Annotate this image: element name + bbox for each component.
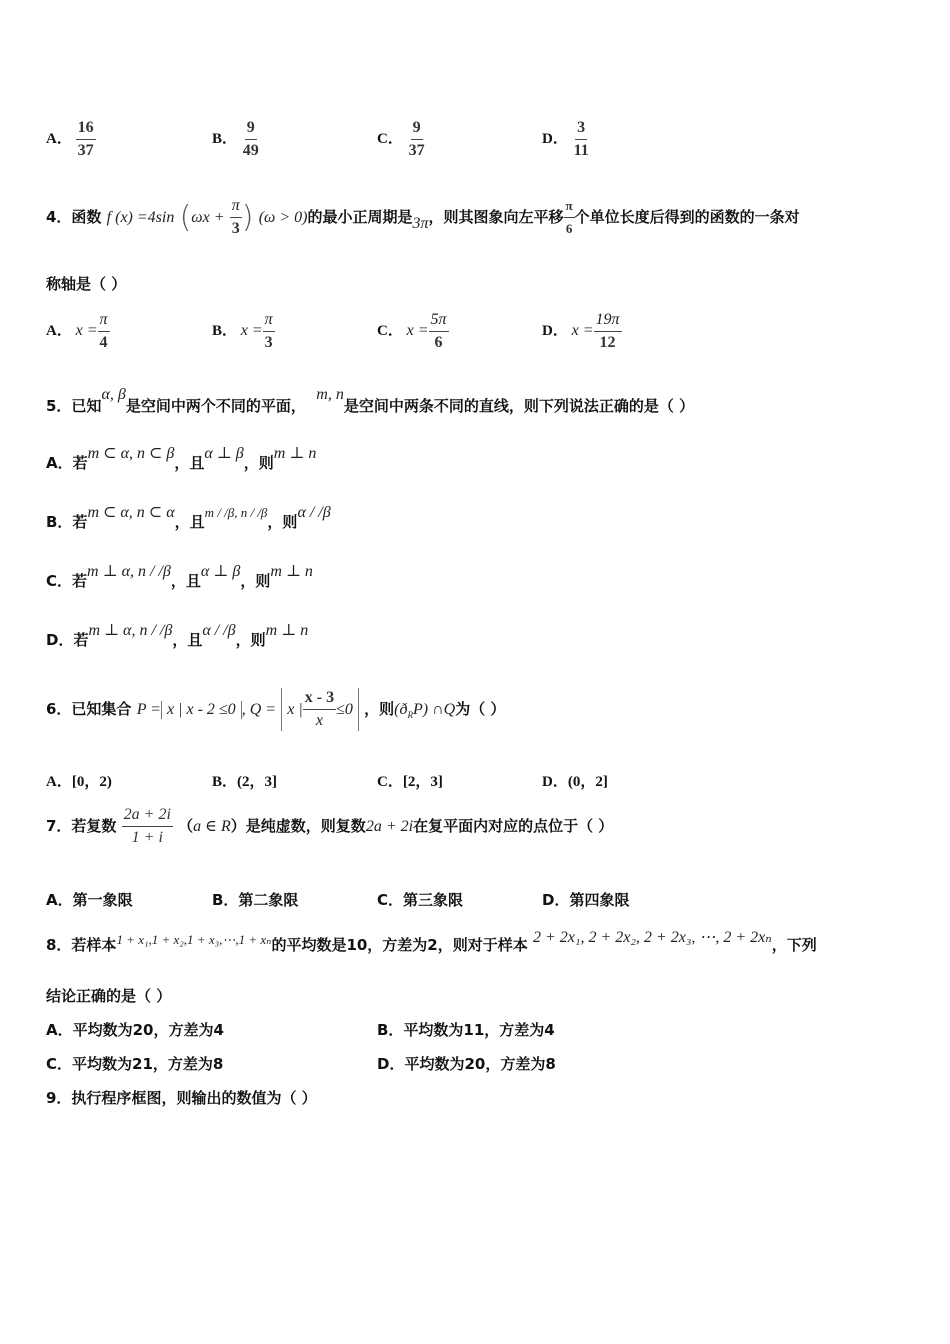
denominator: 12 — [599, 334, 616, 351]
option-conclusion: α / /β — [297, 504, 331, 521]
numerator: 16 — [76, 118, 96, 140]
q8-stem-line2: 结论正确的是（ ） — [46, 987, 172, 1005]
option-label: B． — [212, 130, 238, 147]
denominator: 6 — [565, 221, 573, 236]
numerator: π — [98, 310, 110, 332]
q7-option-d: D．第四象限 — [542, 891, 630, 909]
numerator: π — [230, 196, 242, 218]
option-and: ，且 — [174, 454, 205, 472]
option-then: ，则 — [243, 454, 274, 472]
q4-text: 个单位长度后得到的函数的一条对 — [574, 208, 800, 226]
option-label: B．若 — [46, 513, 88, 531]
q5-lines: m, n — [316, 386, 344, 403]
option-lhs: x = — [406, 321, 429, 339]
q9-stem: 9．执行程序框图，则输出的数值为（ ） — [46, 1089, 317, 1107]
q7-stem — [46, 805, 613, 848]
option-and: ，且 — [174, 513, 205, 531]
option-then: ，则 — [235, 631, 266, 649]
option-lhs: x = — [75, 321, 98, 339]
q4-option-c — [377, 310, 449, 353]
paren-right: ) — [241, 200, 254, 235]
option-cond1: m ⊂ α, n ⊂ α — [87, 504, 175, 521]
q6-stem — [46, 688, 505, 731]
fraction — [594, 310, 622, 353]
fraction — [76, 118, 96, 161]
denominator: 6 — [434, 334, 443, 351]
numerator: 9 — [411, 118, 423, 140]
fraction — [429, 310, 449, 353]
q7-text: ）是纯虚数，则复数 — [230, 817, 366, 835]
q5-text: 是空间中两个不同的平面， — [125, 397, 306, 415]
q5-prefix: 5．已知 — [46, 397, 102, 415]
numerator: π — [263, 310, 275, 332]
q6-p-lhs: P = — [136, 701, 161, 718]
denominator: 11 — [573, 142, 589, 159]
numerator: 5π — [429, 310, 449, 332]
fraction — [241, 118, 261, 161]
option-cond2: α ⊥ β — [200, 563, 241, 580]
q4-option-a — [46, 310, 110, 353]
q8-option-a: A．平均数为20，方差为4 — [46, 1021, 224, 1039]
q6-suffix: 为（ ） — [455, 700, 506, 718]
option-lhs: x = — [571, 321, 594, 339]
q7-fraction — [122, 805, 173, 848]
fraction — [98, 310, 110, 353]
option-conclusion: m ⊥ n — [270, 563, 313, 580]
q8-text: ，下列 — [771, 936, 817, 954]
q4-option-d — [542, 310, 622, 353]
q3-option-c — [377, 118, 427, 161]
paren-left: ( — [179, 200, 192, 235]
option-then: ，则 — [240, 572, 271, 590]
q7-option-c: C．第三象限 — [377, 891, 464, 909]
q6-expr: (ð — [394, 701, 408, 718]
fraction — [263, 310, 275, 353]
q6-option-a: A．[0，2) — [46, 774, 112, 790]
denominator: 3 — [264, 334, 273, 351]
denominator: 37 — [408, 142, 425, 159]
option-label: C． — [377, 130, 403, 147]
option-label: D．若 — [46, 631, 89, 649]
q6-option-d: D．(0，2] — [542, 774, 608, 790]
q5-option-d — [46, 622, 309, 650]
option-cond2: α / /β — [202, 622, 236, 639]
q4-stem — [46, 196, 800, 239]
q7-z: 2a + 2i — [365, 818, 414, 835]
q6-prefix: 6．已知集合 — [46, 700, 132, 718]
q8-prefix: 8．若样本 — [46, 936, 117, 954]
option-cond1: m ⊥ α, n / /β — [87, 563, 171, 580]
q5-option-c — [46, 563, 313, 591]
q3-option-b — [212, 118, 261, 161]
numerator: 3 — [575, 118, 587, 140]
q6-expr2: P) ∩Q — [412, 701, 456, 718]
q6-text: ，则 — [364, 700, 395, 718]
numerator: 9 — [245, 118, 257, 140]
q7-suffix: 在复平面内对应的点位于（ ） — [413, 817, 614, 835]
q7-option-b: B．第二象限 — [212, 891, 299, 909]
option-cond2: m / /β, n / /β — [204, 505, 268, 520]
q8-option-b: B．平均数为11，方差为4 — [377, 1021, 555, 1039]
q6-q-fraction — [303, 688, 336, 731]
option-label: A． — [46, 322, 72, 339]
q6-p-set: x | x - 2 ≤0 — [161, 701, 242, 719]
denominator: 4 — [99, 334, 108, 351]
q6-option-c: C．[2，3] — [377, 774, 443, 790]
q4-prefix: 4．函数 — [46, 208, 102, 226]
option-label: A．若 — [46, 454, 88, 472]
q6-option-b: B．(2，3] — [212, 774, 277, 790]
option-label: B． — [212, 322, 238, 339]
denominator: 49 — [242, 142, 259, 159]
numerator: 2a + 2i — [122, 805, 173, 827]
q4-text: 的最小正周期是 — [307, 208, 413, 226]
q7-prefix: 7．若复数 — [46, 817, 117, 835]
denominator: x — [315, 712, 323, 729]
q3-option-a — [46, 118, 96, 161]
option-label: A． — [46, 130, 72, 147]
option-label: C．若 — [46, 572, 88, 590]
option-label: D． — [542, 130, 568, 147]
q5-text: 是空间中两条不同的直线，则下列说法正确的是（ ） — [343, 397, 695, 415]
q7-paren: （ — [178, 817, 194, 835]
option-cond1: m ⊂ α, n ⊂ β — [87, 445, 175, 462]
option-lhs: x = — [240, 321, 263, 339]
q6-q-lhs: , Q = — [241, 701, 277, 718]
q7-option-a: A．第一象限 — [46, 891, 133, 909]
fraction — [407, 118, 427, 161]
numerator: x - 3 — [303, 688, 336, 710]
q8-sample2: 2 + 2x₁, 2 + 2x₂, 2 + 2x₃, ⋯, 2 + 2xₙ — [533, 929, 772, 946]
option-conclusion: m ⊥ n — [273, 445, 317, 462]
q6-q-rhs: ≤0 — [336, 701, 353, 718]
q5-option-b — [46, 504, 331, 532]
q8-text: 的平均数是10，方差为2，则对于样本 — [271, 936, 528, 954]
numerator: π — [564, 196, 575, 218]
q7-condition: a ∈ R — [193, 818, 231, 835]
q4-text: ，则其图象向左平移 — [428, 208, 564, 226]
q5-stem — [46, 386, 695, 416]
option-label: C． — [377, 322, 403, 339]
option-and: ，且 — [170, 572, 201, 590]
q4-function: f (x) =4sin — [106, 209, 175, 226]
numerator: 19π — [594, 310, 622, 332]
option-cond2: α ⊥ β — [204, 445, 244, 462]
denominator: 3 — [231, 220, 240, 237]
fraction — [572, 118, 591, 161]
q6-q-var: x | — [287, 701, 303, 718]
q5-option-a — [46, 445, 317, 473]
option-conclusion: m ⊥ n — [265, 622, 309, 639]
q4-stem-line2: 称轴是（ ） — [46, 275, 127, 293]
q6-q-set — [281, 688, 359, 731]
q8-option-d: D．平均数为20，方差为8 — [377, 1055, 556, 1073]
q4-arg: ωx + — [191, 209, 225, 226]
option-and: ，且 — [172, 631, 203, 649]
q4-shift-fraction — [564, 196, 575, 239]
option-then: ，则 — [267, 513, 298, 531]
q5-planes: α, β — [101, 386, 126, 403]
q4-condition: (ω > 0) — [258, 209, 308, 226]
q4-arg-fraction — [230, 196, 242, 239]
q3-option-d — [542, 118, 591, 161]
option-label: D． — [542, 322, 568, 339]
denominator: 37 — [77, 142, 94, 159]
q4-period: 3π — [412, 215, 429, 232]
q6-expr-sub: R — [407, 710, 413, 720]
q8-option-c: C．平均数为21，方差为8 — [46, 1055, 224, 1073]
denominator: 1 + i — [131, 829, 163, 846]
q8-stem — [46, 929, 817, 955]
q8-sample1: 1 + x₁,1 + x₂,1 + x₃,⋯,1 + xₙ — [116, 932, 272, 947]
option-cond1: m ⊥ α, n / /β — [88, 622, 173, 639]
q4-option-b — [212, 310, 275, 353]
